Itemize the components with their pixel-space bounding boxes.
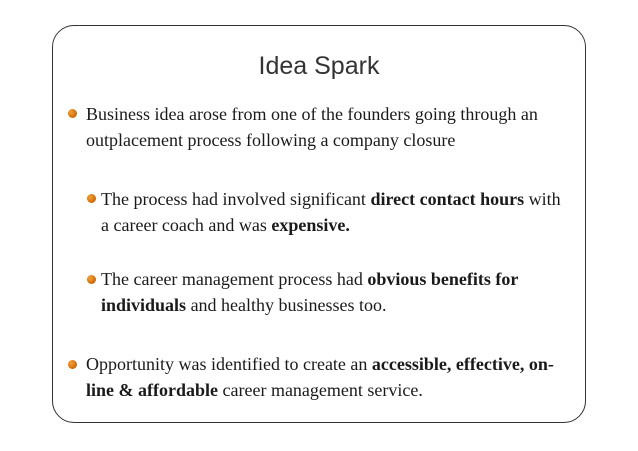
slide-title: Idea Spark [258, 52, 380, 80]
bullet-emphasis: accessible, effective, on-line & affordable [86, 354, 554, 400]
bullet-dot-icon [68, 360, 77, 369]
bullet-emphasis: obvious benefits for individuals [101, 269, 519, 315]
bullet-dot-icon [68, 109, 77, 118]
bullet-text: The career management process had [101, 269, 368, 289]
bullet-dot-icon [87, 275, 96, 284]
bullet-text: The process had involved significant [101, 189, 371, 209]
bullet-emphasis: direct contact hours [370, 189, 525, 209]
bullet-emphasis: expensive. [271, 215, 350, 235]
bullet-item [86, 101, 566, 153]
sub-bullet-item [101, 266, 571, 318]
bullet-item [86, 351, 576, 403]
bullet-text: and healthy businesses too. [186, 295, 387, 315]
sub-bullet-item [101, 186, 571, 238]
bullet-text: career management service. [218, 380, 423, 400]
bullet-dot-icon [87, 194, 96, 203]
bullet-text: Opportunity was identified to create an [86, 354, 372, 374]
bullet-text: Business idea arose from one of the founders going through an outplacement process following a company closure [86, 104, 538, 150]
bullet-text: with a career coach and was [101, 189, 561, 235]
